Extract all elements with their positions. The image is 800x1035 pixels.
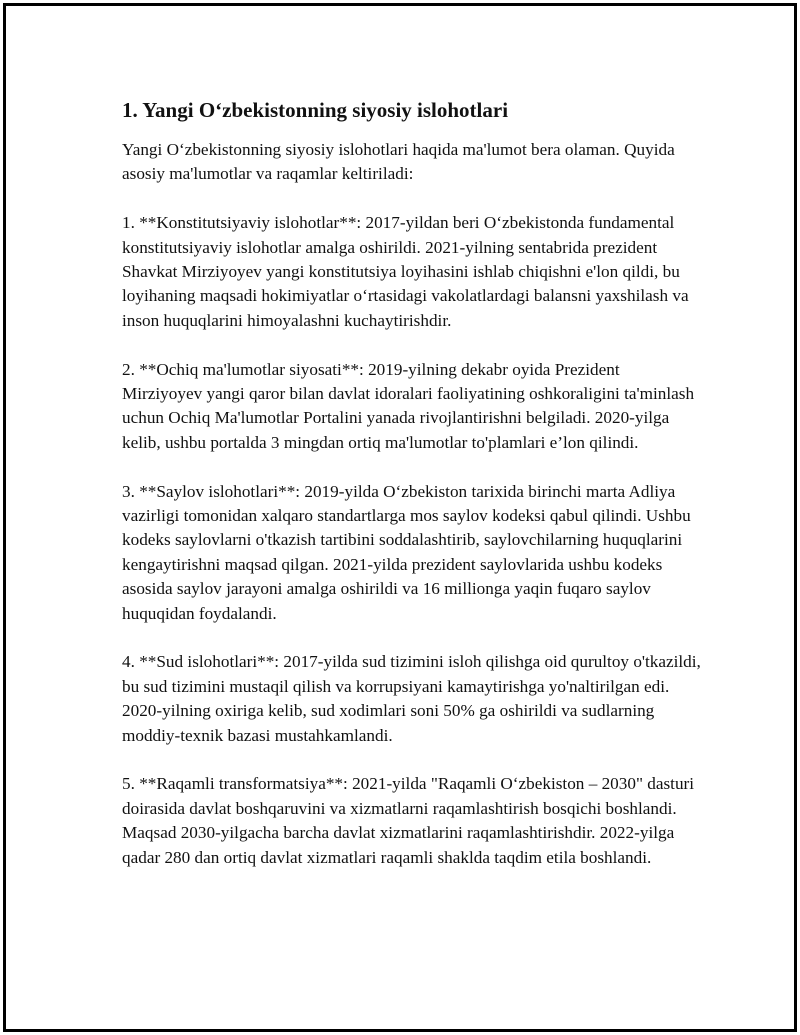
intro-paragraph: Yangi O‘zbekistonning siyosiy islohotlari haqida ma'lumot bera olaman. Quyida asosiy ma'lumotlar va raqamlar keltiriladi: — [122, 140, 675, 184]
section-paragraph-2: 2. **Ochiq ma'lumotlar siyosati**: 2019-yilning dekabr oyida Prezident Mirziyoyev yangi qaror bilan davlat idoralari faoliyatining oshkoraligini ta'minlash uchun Ochiq Ma'lumotlar Portalini yanada rivojlantirishni belgiladi. 2020-yilga kelib, ushbu portalda 3 mingdan ortiq ma'lumotlar to'plamlari e’lon qilindi. — [122, 359, 695, 452]
page-frame — [3, 3, 797, 1032]
section-paragraph-1: 1. **Konstitutsiyaviy islohotlar**: 2017-yildan beri O‘zbekistonda fundamental konstitutsiyaviy islohotlar amalga oshirildi. 2021-yilning sentabrida prezident Shavkat Mirziyoyev yangi konstitutsiya loyihasini ishlab chiqishni e'lon qildi, bu loyihaning maqsadi hokimiyatlar o‘rtasidagi vakolatlardagi balansni yaxshilash va inson huquqlarini himoyalashni kuchaytirishdir. — [122, 213, 689, 330]
document-body — [122, 96, 702, 895]
document-title: 1. Yangi O‘zbekistonning siyosiy islohotlari — [122, 98, 509, 122]
section-paragraph-4: 4. **Sud islohotlari**: 2017-yilda sud tizimini isloh qilishga oid qurultoy o'tkazildi, bu sud tizimini mustaqil qilish va korrupsiyani kamaytirishga yo'naltirilgan edi. 2020-yilning oxiriga kelib, sud xodimlari soni 50% ga oshirildi va sudlarning moddiy-texnik bazasi mustahkamlandi. — [122, 652, 701, 745]
section-paragraph-3: 3. **Saylov islohotlari**: 2019-yilda O‘zbekiston tarixida birinchi marta Adliya vazirligi tomonidan xalqaro standartlarga mos saylov kodeksi qabul qilindi. Ushbu kodeks saylovlarni o'tkazish tartibini soddalashtirib, saylovchilarning huquqlarini kengaytirishni maqsad qilgan. 2021-yilda prezident saylovlarida ushbu kodeks asosida saylov jarayoni amalga oshirildi va 16 millionga yaqin fuqaro saylov huquqidan foydalandi. — [122, 481, 691, 623]
section-paragraph-5: 5. **Raqamli transformatsiya**: 2021-yilda "Raqamli O‘zbekiston – 2030" dasturi doirasida davlat boshqaruvini va xizmatlarni raqamlashtirish bosqichi boshlandi. Maqsad 2030-yilgacha barcha davlat xizmatlarini raqamlashtirishdir. 2022-yilga qadar 280 dan ortiq davlat xizmatlari raqamli shaklda taqdim etila boshlandi. — [122, 774, 695, 867]
